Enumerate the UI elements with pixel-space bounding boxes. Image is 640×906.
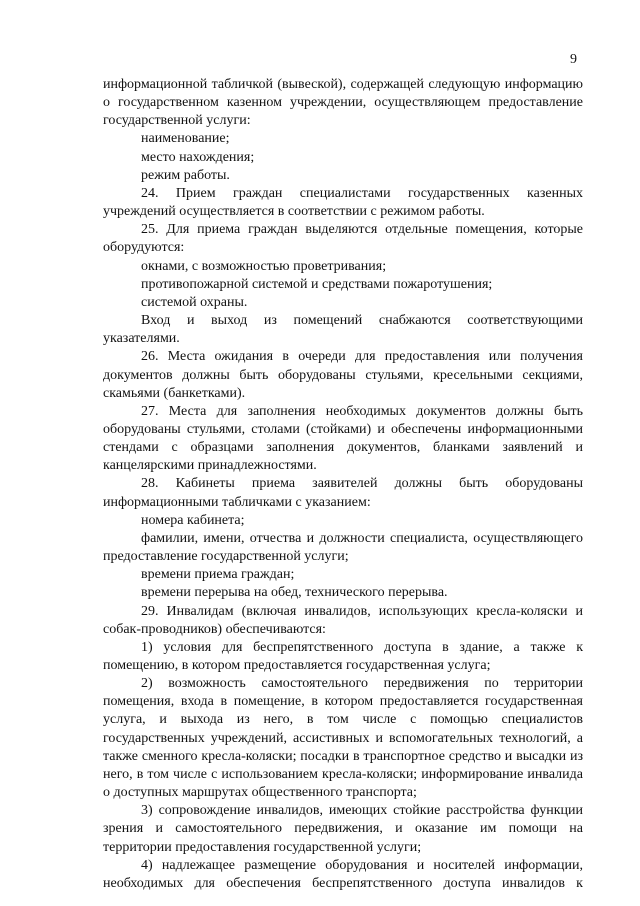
paragraph: 25. Для приема граждан выделяются отдельные помещения, которые оборудуются: (103, 222, 583, 256)
paragraph: окнами, с возможностью проветривания; (141, 258, 387, 274)
paragraph: 2) возможность самостоятельного передвижения по территории помещения, входа в помещение, в котором предоставляется государственная услуга, и выхода из него, в том числе с помощью специалистов государственных учреждений, ассистивных и вспомогательных технологий, а также сменного кресла-коляски; посадки в транспортное средство и высадки из него, в том числе с использованием кресла-коляски; информирование инвалида о доступных маршрутах общественного транспорта; (103, 676, 583, 801)
paragraph: 26. Места ожидания в очереди для предоставления или получения документов должны быть оборудованы стульями, кресельными секциями, скамьями (банкетками). (103, 349, 583, 401)
paragraph: 3) сопровождение инвалидов, имеющих стойкие расстройства функции зрения и самостоятельного передвижения, и оказание им помощи на территории предоставления государственной услуги; (103, 803, 583, 855)
paragraph: 29. Инвалидам (включая инвалидов, использующих кресла-коляски и собак-проводников) обеспечиваются: (103, 603, 583, 637)
paragraph: информационной табличкой (вывеской), содержащей следующую информацию о государственном казенном учреждении, осуществляющем предоставление государственной услуги: (103, 77, 583, 129)
paragraph: номера кабинета; (141, 512, 245, 528)
page-number: 9 (570, 52, 577, 67)
paragraph: системой охраны. (141, 294, 248, 310)
paragraph: времени приема граждан; (141, 567, 295, 583)
paragraph: 28. Кабинеты приема заявителей должны быть оборудованы информационными табличками с указанием: (103, 476, 583, 510)
paragraph: времени перерыва на обед, технического перерыва. (141, 585, 448, 601)
paragraph: место нахождения; (141, 149, 255, 165)
paragraph: 27. Места для заполнения необходимых документов должны быть оборудованы стульями, столами (стойками) и обеспечены информационными стендами с образцами заполнения документов, бланками заявлений и канцелярскими принадлежностями. (103, 403, 583, 474)
paragraph: режим работы. (141, 167, 230, 183)
document-body (103, 76, 583, 893)
paragraph: 4) надлежащее размещение оборудования и носителей информации, необходимых для обеспечения беспрепятственного доступа инвалидов к (103, 857, 583, 891)
paragraph: противопожарной системой и средствами пожаротушения; (141, 276, 493, 292)
paragraph: наименование; (141, 131, 230, 147)
paragraph: фамилии, имени, отчества и должности специалиста, осуществляющего предоставление государственной услуги; (103, 530, 583, 565)
paragraph: Вход и выход из помещений снабжаются соответствующими указателями. (103, 313, 583, 347)
paragraph: 1) условия для беспрепятственного доступа в здание, а также к помещению, в котором предоставляется государственная услуга; (103, 639, 583, 673)
paragraph: 24. Прием граждан специалистами государственных казенных учреждений осуществляется в соответствии с режимом работы. (103, 185, 583, 220)
